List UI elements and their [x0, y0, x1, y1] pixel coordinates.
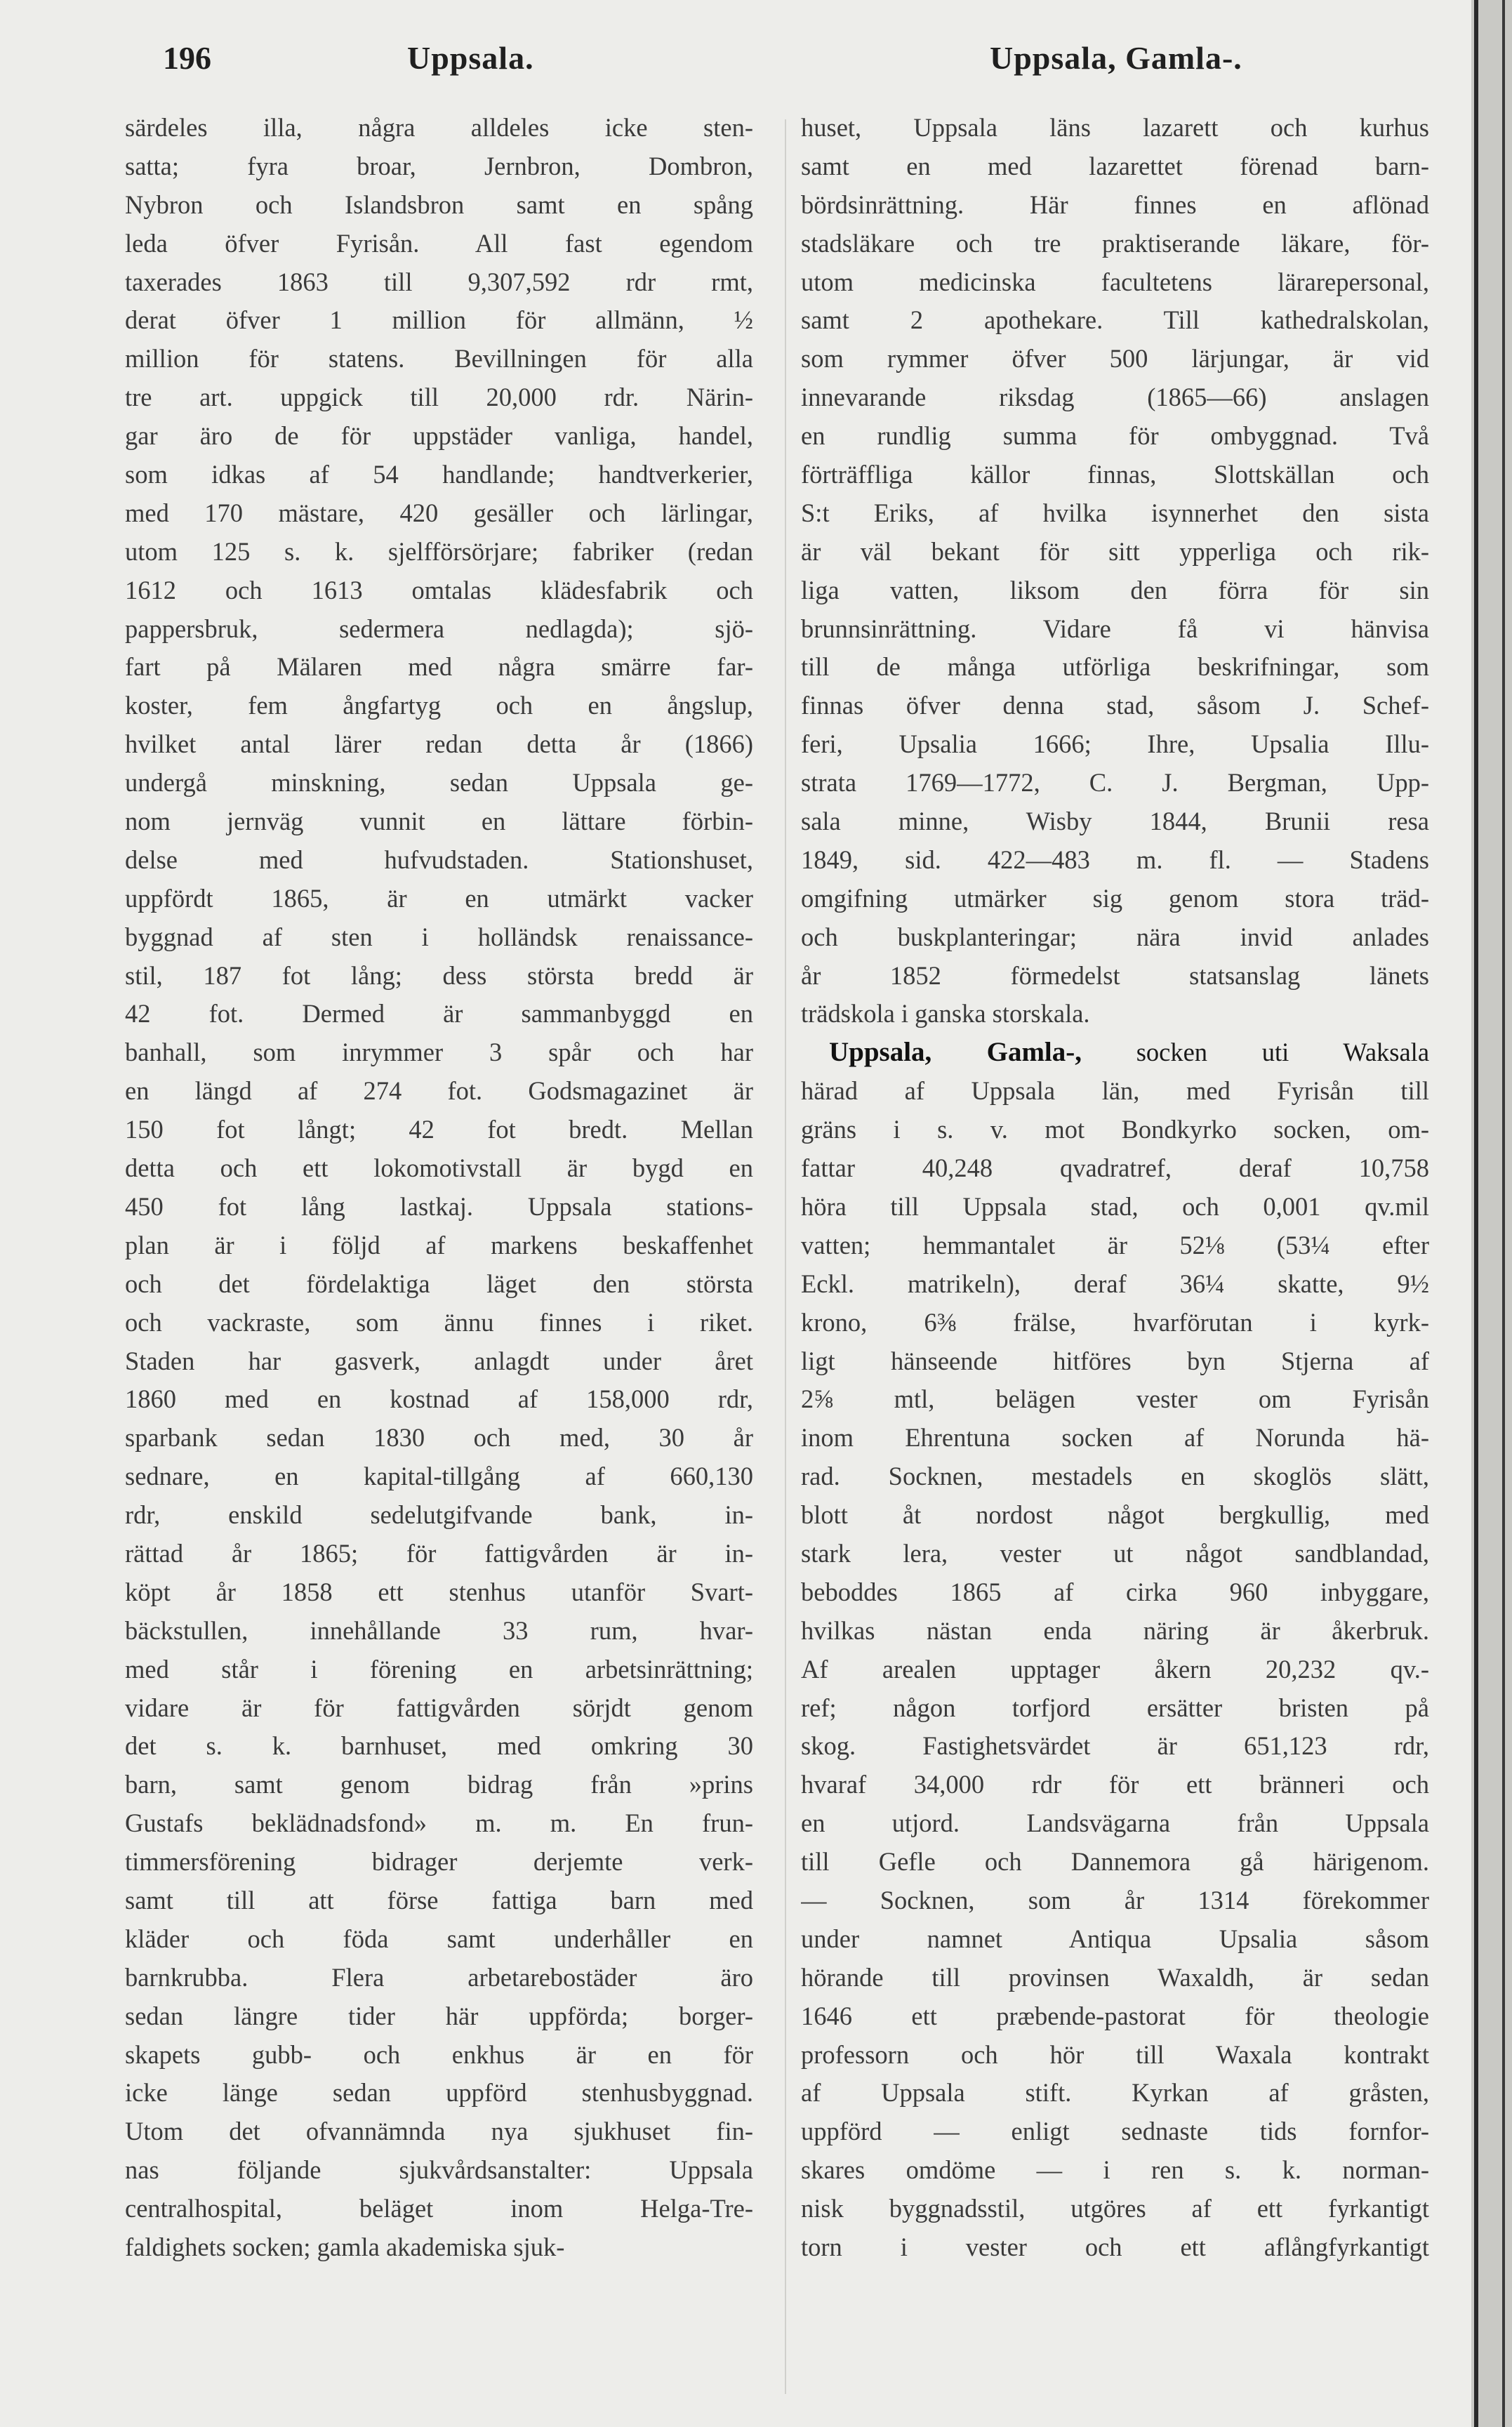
text-line: banhall, som inrymmer 3 spår och har [125, 1038, 753, 1067]
text-line: torn i vester och ett aflångfyrkantigt [801, 2232, 1429, 2261]
text-line: barn, samt genom bidrag från »prins [125, 1770, 753, 1799]
text-line: gräns i s. v. mot Bondkyrko socken, om- [801, 1115, 1429, 1144]
text-line: derat öfver 1 million för allmänn, ½ [125, 305, 753, 335]
text-line: kläder och föda samt underhåller en [125, 1924, 753, 1953]
text-line: professorn och hör till Waxala kontrakt [801, 2039, 1429, 2069]
text-line: under namnet Antiqua Upsalia såsom [801, 1924, 1429, 1953]
text-line: 150 fot långt; 42 fot bredt. Mellan [125, 1115, 753, 1144]
text-line: skapets gubb- och enkhus är en för [125, 2039, 753, 2069]
text-line: 1612 och 1613 omtalas klädesfabrik och [125, 575, 753, 604]
text-line: satta; fyra broar, Jernbron, Dombron, [125, 151, 753, 180]
text-line: huset, Uppsala läns lazarett och kurhus [801, 113, 1429, 142]
text-line: till Gefle och Dannemora gå härigenom. [801, 1847, 1429, 1877]
text-line: sedan längre tider här uppförda; borger- [125, 2001, 753, 2030]
text-line: hörande till provinsen Waxaldh, är sedan [801, 1962, 1429, 1992]
text-line: — Socknen, som år 1314 förekommer [801, 1885, 1429, 1915]
page-number: 196 [163, 40, 211, 76]
text-line: koster, fem ångfartyg och en ångslup, [125, 691, 753, 720]
text-line: Af arealen upptager åkern 20,232 qv.- [801, 1654, 1429, 1684]
text-line: sednare, en kapital-tillgång af 660,130 [125, 1462, 753, 1491]
text-line: trädskola i ganska storskala. [801, 999, 1090, 1029]
text-line: 1860 med en kostnad af 158,000 rdr, [125, 1384, 753, 1414]
text-line: uppfördt 1865, är en utmärkt vacker [125, 883, 753, 913]
page-edge-line [1474, 0, 1478, 2427]
text-line: Eckl. matrikeln), deraf 36¼ skatte, 9½ [801, 1269, 1429, 1298]
text-line: sala minne, Wisby 1844, Brunii resa [801, 807, 1429, 836]
text-line: det s. k. barnhuset, med omkring 30 [125, 1731, 753, 1761]
text-line: S:t Eriks, af hvilka isynnerhet den sista [801, 498, 1429, 527]
text-line: samt en med lazarettet förenad barn- [801, 151, 1429, 180]
text-line: fattar 40,248 qvadratref, deraf 10,758 [801, 1153, 1429, 1183]
text-line: Utom det ofvannämnda nya sjukhuset fin- [125, 2117, 753, 2146]
column-divider [785, 119, 786, 2394]
text-line: till de många utförliga beskrifningar, som [801, 652, 1429, 682]
text-line: en rundlig summa för ombyggnad. Två [801, 421, 1429, 451]
text-line: feri, Upsalia 1666; Ihre, Upsalia Illu- [801, 729, 1429, 759]
text-line: af Uppsala stift. Kyrkan af gråsten, [801, 2078, 1429, 2108]
text-line: hvilket antal lärer redan detta år (1866) [125, 729, 753, 759]
text-line: bäckstullen, innehållande 33 rum, hvar- [125, 1615, 753, 1645]
text-line: 1646 ett præbende-pastorat för theologie [801, 2001, 1429, 2030]
text-line: stil, 187 fot lång; dess största bredd är [125, 960, 753, 990]
text-line: samt 2 apothekare. Till kathedralskolan, [801, 305, 1429, 335]
text-line: och vackraste, som ännu finnes i riket. [125, 1307, 753, 1337]
text-line: icke länge sedan uppförd stenhusbyggnad. [125, 2078, 753, 2108]
text-line: liga vatten, liksom den förra för sin [801, 575, 1429, 604]
text-line: Gustafs beklädnadsfond» m. m. En frun- [125, 1808, 753, 1838]
text-line: stark lera, vester ut något sandblandad, [801, 1538, 1429, 1568]
text-line: 2⅝ mtl, belägen vester om Fyrisån [801, 1384, 1429, 1414]
text-line: plan är i följd af markens beskaffenhet [125, 1230, 753, 1259]
text-line: som rymmer öfver 500 lärjungar, är vid [801, 344, 1429, 373]
text-line: hvilkas nästan enda näring är åkerbruk. [801, 1615, 1429, 1645]
text-line: är väl bekant för sitt ypperliga och rik- [801, 536, 1429, 566]
left-column [125, 109, 753, 2267]
text-line: nisk byggnadsstil, utgöres af ett fyrkantigt [801, 2194, 1429, 2223]
text-line: skog. Fastighetsvärdet är 651,123 rdr, [801, 1731, 1429, 1761]
text-line: nas följande sjukvårdsanstalter: Uppsala [125, 2155, 753, 2185]
entry-first-line-text: socken uti Waksala [1136, 1038, 1429, 1067]
text-line: utom 125 s. k. sjelfförsörjare; fabriker (redan [125, 536, 753, 566]
text-line: omgifning utmärker sig genom stora träd- [801, 883, 1429, 913]
text-line: barnkrubba. Flera arbetarebostäder äro [125, 1962, 753, 1992]
text-line: med står i förening en arbetsinrättning; [125, 1654, 753, 1684]
text-line: pappersbruk, sedermera nedlagda); sjö- [125, 614, 753, 643]
text-line: vatten; hemmantalet är 52⅛ (53¼ efter [801, 1230, 1429, 1259]
text-line: rad. Socknen, mestadels en skoglös slätt, [801, 1462, 1429, 1491]
page-edge-line [1502, 0, 1505, 2427]
text-line: och det fördelaktiga läget den största [125, 1269, 753, 1298]
text-line: beboddes 1865 af cirka 960 inbyggare, [801, 1577, 1429, 1606]
text-line: krono, 6⅜ frälse, hvarförutan i kyrk- [801, 1307, 1429, 1337]
text-line: ligt hänseende hitföres byn Stjerna af [801, 1346, 1429, 1375]
text-line: 42 fot. Dermed är sammanbyggd en [125, 999, 753, 1029]
text-line: uppförd — enligt sednaste tids fornfor- [801, 2117, 1429, 2146]
text-line: undergå minskning, sedan Uppsala ge- [125, 768, 753, 798]
text-line: köpt år 1858 ett stenhus utanför Svart- [125, 1577, 753, 1606]
text-line: rättad år 1865; för fattigvården är in- [125, 1538, 753, 1568]
text-line: och buskplanteringar; nära invid anlades [801, 922, 1429, 951]
text-line: finnas öfver denna stad, såsom J. Schef- [801, 691, 1429, 720]
text-line: Nybron och Islandsbron samt en spång [125, 190, 753, 219]
text-line: detta och ett lokomotivstall är bygd en [125, 1153, 753, 1183]
text-line: samt till att förse fattiga barn med [125, 1885, 753, 1915]
text-line: sparbank sedan 1830 och med, 30 år [125, 1423, 753, 1453]
text-line: timmersförening bidrager derjemte verk- [125, 1847, 753, 1877]
text-line: gar äro de för uppstäder vanliga, handel, [125, 421, 753, 451]
text-line: höra till Uppsala stad, och 0,001 qv.mil [801, 1191, 1429, 1221]
text-line: strata 1769—1772, C. J. Bergman, Upp- [801, 768, 1429, 798]
text-line: byggnad af sten i holländsk renaissance- [125, 922, 753, 951]
text-line: som idkas af 54 handlande; handtverkerier, [125, 460, 753, 489]
text-line: leda öfver Fyrisån. All fast egendom [125, 228, 753, 258]
running-header-left: Uppsala. [407, 40, 534, 76]
text-line: Staden har gasverk, anlagdt under året [125, 1346, 753, 1375]
running-header-right: Uppsala, Gamla-. [990, 40, 1242, 76]
text-line: vidare är för fattigvården sörjdt genom [125, 1693, 753, 1722]
text-line: faldighets socken; gamla akademiska sjuk- [125, 2232, 565, 2261]
text-line: hvaraf 34,000 rdr för ett bränneri och [801, 1770, 1429, 1799]
entry-heading: Uppsala, Gamla-, [829, 1037, 1082, 1068]
text-line: rdr, enskild sedelutgifvande bank, in- [125, 1500, 753, 1530]
right-column [801, 109, 1429, 2267]
text-line: utom medicinska facultetens lärarepersonal, [801, 267, 1429, 296]
entry-first-line [801, 1033, 1429, 1072]
text-line: brunnsinrättning. Vidare få vi hänvisa [801, 614, 1429, 643]
text-line: fart på Mälaren med några smärre far- [125, 652, 753, 682]
text-line: härad af Uppsala län, med Fyrisån till [801, 1076, 1429, 1106]
text-line: en längd af 274 fot. Godsmagazinet är [125, 1076, 753, 1106]
text-line: bördsinrättning. Här finnes en aflönad [801, 190, 1429, 219]
text-line: en utjord. Landsvägarna från Uppsala [801, 1808, 1429, 1838]
text-line: million för statens. Bevillningen för alla [125, 344, 753, 373]
text-line: år 1852 förmedelst statsanslag länets [801, 960, 1429, 990]
text-line: särdeles illa, några alldeles icke sten- [125, 113, 753, 142]
text-line: inom Ehrentuna socken af Norunda hä- [801, 1423, 1429, 1453]
text-line: blott åt nordost något bergkullig, med [801, 1500, 1429, 1530]
text-line: förträffliga källor finnas, Slottskällan och [801, 460, 1429, 489]
text-line: med 170 mästare, 420 gesäller och lärlingar, [125, 498, 753, 527]
text-line: delse med hufvudstaden. Stationshuset, [125, 845, 753, 874]
text-line: 450 fot lång lastkaj. Uppsala stations- [125, 1191, 753, 1221]
text-line: centralhospital, beläget inom Helga-Tre- [125, 2194, 753, 2223]
text-line: 1849, sid. 422—483 m. fl. — Stadens [801, 845, 1429, 874]
text-line: tre art. uppgick till 20,000 rdr. Närin- [125, 383, 753, 412]
text-line: stadsläkare och tre praktiserande läkare, för- [801, 228, 1429, 258]
text-line: skares omdöme — i ren s. k. norman- [801, 2155, 1429, 2185]
text-line: nom jernväg vunnit en lättare förbin- [125, 807, 753, 836]
text-line: taxerades 1863 till 9,307,592 rdr rmt, [125, 267, 753, 296]
text-line: innevarande riksdag (1865—66) anslagen [801, 383, 1429, 412]
text-line: ref; någon torfjord ersätter bristen på [801, 1693, 1429, 1722]
